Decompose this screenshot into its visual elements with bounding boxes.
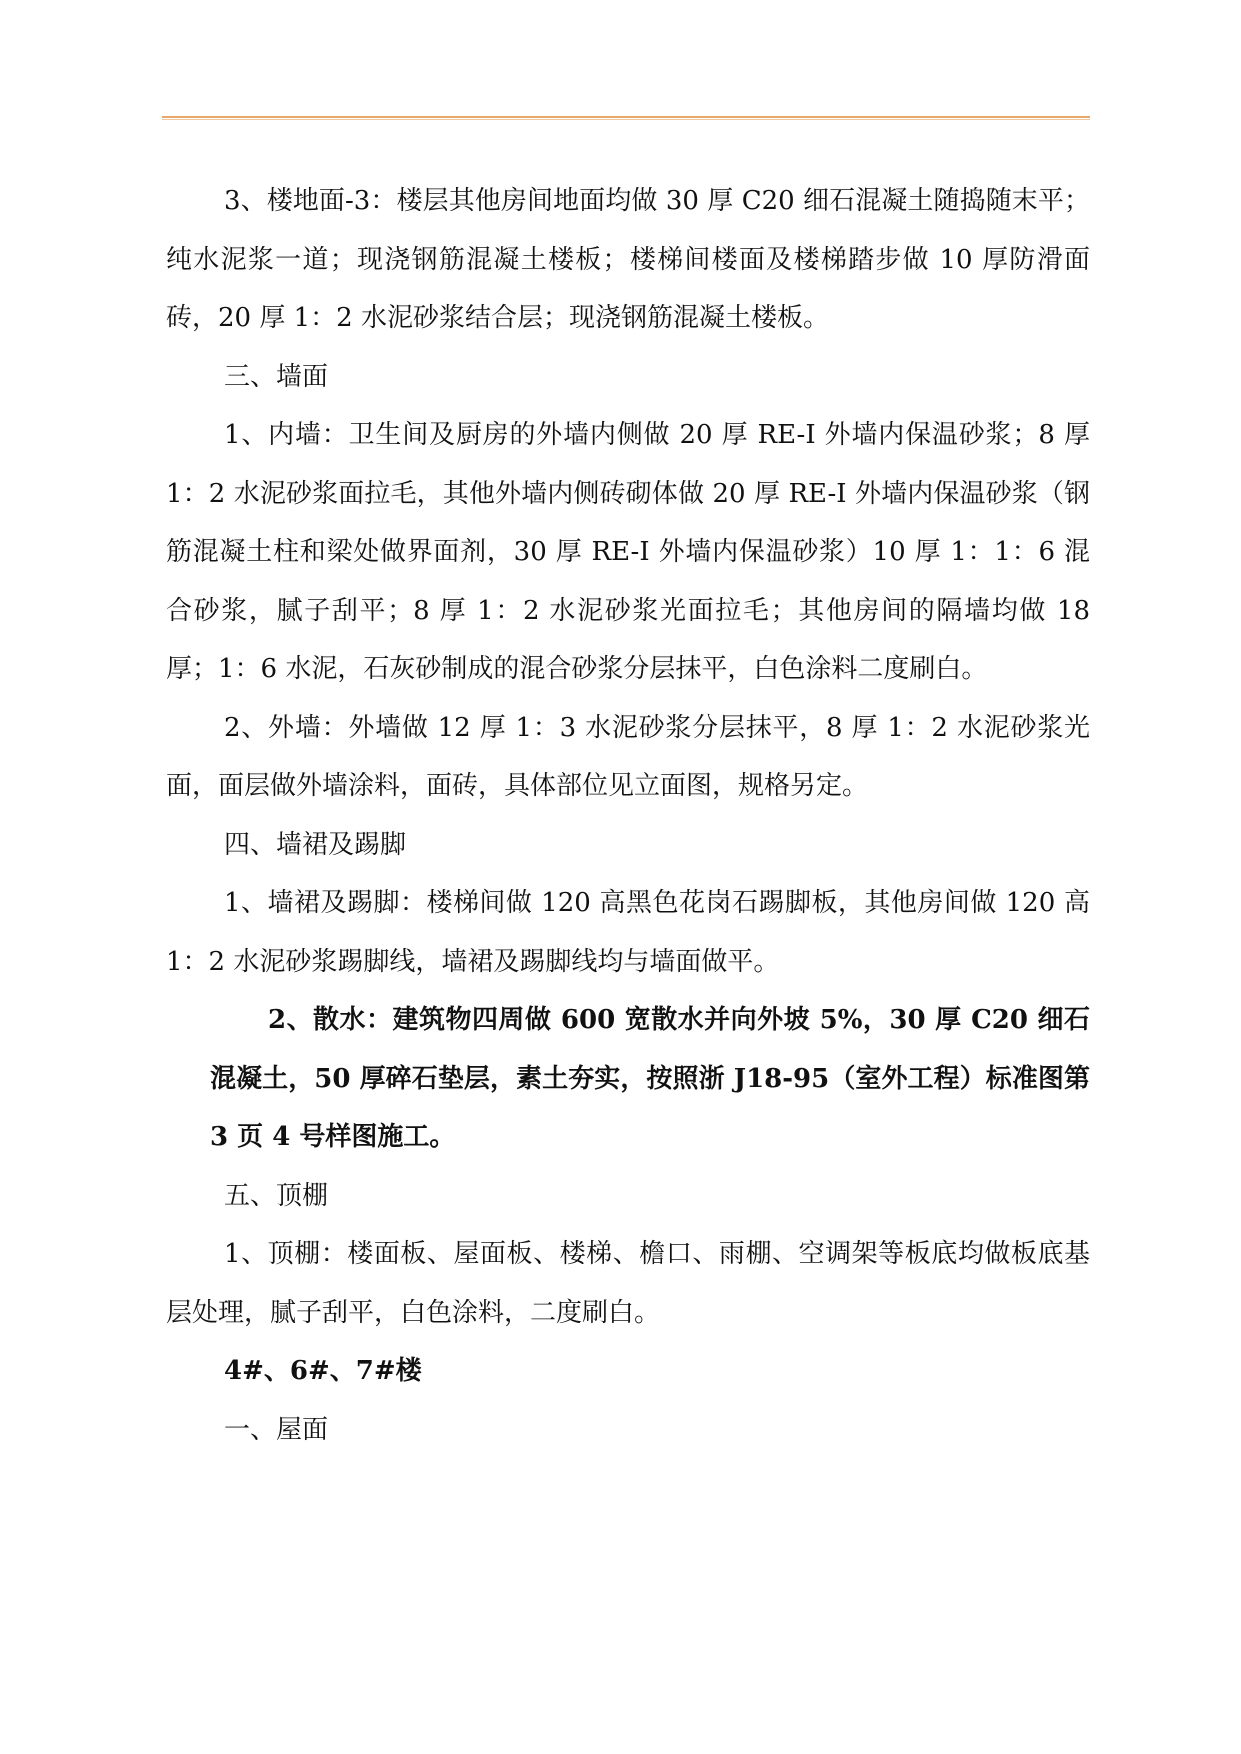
- building-heading: 4#、6#、7#楼: [224, 1356, 422, 1386]
- header-rule: [162, 116, 1090, 120]
- section-heading-roof: 一、屋面: [224, 1414, 329, 1445]
- header-rule-line: [162, 116, 1090, 118]
- section-heading-ceiling: 五、顶棚: [224, 1180, 329, 1211]
- header-rule-line-thin: [162, 119, 1090, 120]
- document-body: [166, 172, 1090, 1459]
- paragraph-apron: 2、散水：建筑物四周做 600 宽散水并向外坡 5%，30 厚 C20 细石混凝土，50 厚碎石垫层，素土夯实，按照浙 J18-95（室外工程）标准图第 3 页 4 号样图施工。: [210, 1005, 1090, 1152]
- paragraph-floor-3: 3、楼地面-3：楼层其他房间地面均做 30 厚 C20 细石混凝土随捣随末平；纯水泥浆一道；现浇钢筋混凝土楼板；楼梯间楼面及楼梯踏步做 10 厚防滑面砖，20 厚 1：2 水泥砂浆结合层；现浇钢筋混凝土楼板。: [166, 186, 1090, 333]
- section-heading-wall: 三、墙面: [224, 361, 329, 392]
- paragraph-interior-wall: 1、内墙：卫生间及厨房的外墙内侧做 20 厚 RE-I 外墙内保温砂浆；8 厚 1：2 水泥砂浆面拉毛，其他外墙内侧砖砌体做 20 厚 RE-I 外墙内保温砂浆（钢筋混凝土柱和梁处做界面剂，30 厚 RE-I 外墙内保温砂浆）10 厚 1：1：6 混合砂浆，腻子刮平；8 厚 1：2 水泥砂浆光面拉毛；其他房间的隔墙均做 18 厚；1：6 水泥，石灰砂制成的混合砂浆分层抹平，白色涂料二度刷白。: [166, 420, 1090, 684]
- paragraph-ceiling: 1、顶棚：楼面板、屋面板、楼梯、檐口、雨棚、空调架等板底均做板底基层处理，腻子刮平，白色涂料，二度刷白。: [166, 1239, 1090, 1328]
- section-heading-skirting: 四、墙裙及踢脚: [224, 829, 407, 860]
- paragraph-exterior-wall: 2、外墙：外墙做 12 厚 1：3 水泥砂浆分层抹平，8 厚 1：2 水泥砂浆光面，面层做外墙涂料，面砖，具体部位见立面图，规格另定。: [166, 712, 1090, 801]
- paragraph-skirting: 1、墙裙及踢脚：楼梯间做 120 高黑色花岗石踢脚板，其他房间做 120 高 1：2 水泥砂浆踢脚线，墙裙及踢脚线均与墙面做平。: [166, 888, 1090, 977]
